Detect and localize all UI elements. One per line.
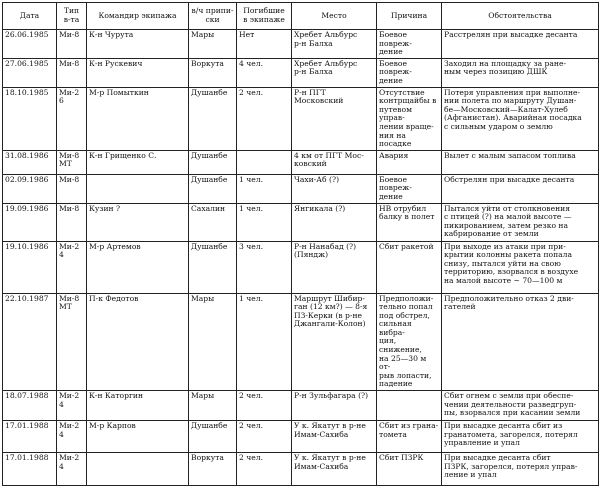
cell-cause: Сбит ракетой <box>377 241 442 293</box>
cell-place: У к. Якатут в р-не Имам-Сахиба <box>292 421 377 453</box>
header-date: Дата <box>3 3 57 30</box>
cell-cause: Боевое повреж- дение <box>377 30 442 59</box>
cell-place: Хребет Альбурс р-н Балха <box>292 30 377 59</box>
cell-circumstances: При высадке десанта сбит ПЗРК, загорелся, потерял управ- ление и упал <box>442 453 599 486</box>
cell-type: Ми-24 <box>57 241 87 293</box>
table-row <box>3 30 599 59</box>
cell-place: Хребет Альбурс р-н Балха <box>292 58 377 87</box>
cell-killed: 4 чел. <box>237 58 292 87</box>
cell-base: Воркута <box>189 453 237 486</box>
cell-cause: Боевое повреж- дение <box>377 174 442 203</box>
cell-date: 27.06.1985 <box>3 58 57 87</box>
cell-cause: НВ отрубил балку в полет <box>377 203 442 241</box>
incident-table <box>2 2 599 486</box>
table-row <box>3 391 599 421</box>
table-row <box>3 293 599 391</box>
cell-date: 18.07.1988 <box>3 391 57 421</box>
cell-place: Р-н Зульфагара (?) <box>292 391 377 421</box>
cell-commander: К-н Каторгин <box>87 391 189 421</box>
header-commander: Командир экипажа <box>87 3 189 30</box>
cell-base: Душанбе <box>189 150 237 174</box>
cell-circumstances: При выходе из атаки при при- крытии колонны ракета попала снизу, пытался уйти на свою территорию, взорвался в воздухе на малой высоте ~ 70—100 м <box>442 241 599 293</box>
cell-date: 18.10.1985 <box>3 87 57 150</box>
table-row <box>3 241 599 293</box>
cell-place: Маршрут Шибир- ган (12 км?) — 8-я ПЗ-Керки (в р-не Джангали-Колон) <box>292 293 377 391</box>
cell-base: Сахалин <box>189 203 237 241</box>
cell-killed: 2 чел. <box>237 87 292 150</box>
cell-commander: К-н Грищенко С. <box>87 150 189 174</box>
cell-killed: Нет <box>237 30 292 59</box>
cell-base: Душанбе <box>189 421 237 453</box>
cell-place: Янгикала (?) <box>292 203 377 241</box>
cell-commander: М-р Помыткин <box>87 87 189 150</box>
cell-place: Р-н ПГТ Московский <box>292 87 377 150</box>
header-circumstances: Обстоятельства <box>442 3 599 30</box>
cell-type: Ми-26 <box>57 87 87 150</box>
cell-date: 02.09.1986 <box>3 174 57 203</box>
cell-killed: 3 чел. <box>237 241 292 293</box>
cell-killed <box>237 150 292 174</box>
cell-cause: Авария <box>377 150 442 174</box>
cell-circumstances: Потеря управления при выполне- нии полета по маршруту Душан- бе—Московский—Калат-Хулеб (Афганистан). Аварийная посадка с сильным ударом о землю <box>442 87 599 150</box>
cell-type: Ми-8 МТ <box>57 293 87 391</box>
table-row <box>3 87 599 150</box>
cell-date: 17.01.1988 <box>3 421 57 453</box>
cell-base: Душанбе <box>189 87 237 150</box>
cell-date: 19.10.1986 <box>3 241 57 293</box>
cell-base: Мары <box>189 293 237 391</box>
cell-killed: 2 чел. <box>237 421 292 453</box>
cell-circumstances: Заходил на площадку за ране- ным через позицию ДШК <box>442 58 599 87</box>
cell-date: 19.09.1986 <box>3 203 57 241</box>
cell-type: Ми-24 <box>57 421 87 453</box>
cell-base: Душанбе <box>189 174 237 203</box>
table-row <box>3 421 599 453</box>
cell-cause: Сбит из грана- томета <box>377 421 442 453</box>
cell-type: Ми-8 МТ <box>57 150 87 174</box>
cell-cause: Отсутствие контрщайбы в путевом управ- лении враще- ния на посадке <box>377 87 442 150</box>
cell-cause: Боевое повреж- дение <box>377 58 442 87</box>
cell-place: 4 км от ПГТ Мос- ковский <box>292 150 377 174</box>
cell-base: Мары <box>189 30 237 59</box>
cell-place: Р-н Нанабад (?) (Пяндж) <box>292 241 377 293</box>
cell-circumstances: Пытался уйти от столкновения с птицей (?) на малой высоте — пикированием, затем резко на кабрирование от земли <box>442 203 599 241</box>
cell-cause: Сбит ПЗРК <box>377 453 442 486</box>
cell-commander <box>87 453 189 486</box>
cell-commander <box>87 174 189 203</box>
header-place: Место <box>292 3 377 30</box>
header-cause: Причина <box>377 3 442 30</box>
cell-commander: М-р Карпов <box>87 421 189 453</box>
table-row <box>3 203 599 241</box>
cell-cause <box>377 391 442 421</box>
cell-place: Чахи-Аб (?) <box>292 174 377 203</box>
cell-cause: Предположи- тельно попал под обстрел, сильная вибра- ция, снижение, на 25—30 м от- рыв лопасти, падение <box>377 293 442 391</box>
cell-type: Ми-8 <box>57 58 87 87</box>
cell-type: Ми-8 <box>57 174 87 203</box>
table-row <box>3 150 599 174</box>
cell-date: 22.10.1987 <box>3 293 57 391</box>
cell-commander: К-н Рускевич <box>87 58 189 87</box>
cell-circumstances: При высадке десанта сбит из гранатомета, загорелся, потерял управление и упал <box>442 421 599 453</box>
cell-type: Ми-24 <box>57 391 87 421</box>
cell-commander: М-р Артемов <box>87 241 189 293</box>
cell-commander: П-к Федотов <box>87 293 189 391</box>
header-killed: Погибшие в экипаже <box>237 3 292 30</box>
cell-base: Воркута <box>189 58 237 87</box>
table-header-row <box>3 3 599 30</box>
cell-killed: 1 чел. <box>237 203 292 241</box>
cell-circumstances: Обстрелян при высадке десанта <box>442 174 599 203</box>
cell-circumstances: Предположительно отказ 2 дви- гателей <box>442 293 599 391</box>
cell-base: Душанбе <box>189 241 237 293</box>
cell-type: Ми-8 <box>57 30 87 59</box>
cell-type: Ми-8 <box>57 203 87 241</box>
cell-circumstances: Вылет с малым запасом топлива <box>442 150 599 174</box>
cell-commander: К-н Чурута <box>87 30 189 59</box>
cell-killed: 1 чел. <box>237 174 292 203</box>
cell-commander: Кузин ? <box>87 203 189 241</box>
cell-date: 31.08.1986 <box>3 150 57 174</box>
header-type: Тип в-та <box>57 3 87 30</box>
header-base: в/ч припи- ски <box>189 3 237 30</box>
cell-circumstances: Сбит огнем с земли при обеспе- чении деятельности разведгруп- пы, взорвался при касании земли <box>442 391 599 421</box>
cell-killed: 2 чел. <box>237 391 292 421</box>
table-row <box>3 453 599 486</box>
cell-circumstances: Расстрелян при высадке десанта <box>442 30 599 59</box>
table-row <box>3 174 599 203</box>
cell-date: 26.06.1985 <box>3 30 57 59</box>
cell-type: Ми-24 <box>57 453 87 486</box>
cell-base: Мары <box>189 391 237 421</box>
cell-place: У к. Якатут в р-не Имам-Сахиба <box>292 453 377 486</box>
cell-killed: 1 чел. <box>237 293 292 391</box>
table-row <box>3 58 599 87</box>
cell-killed: 2 чел. <box>237 453 292 486</box>
cell-date: 17.01.1988 <box>3 453 57 486</box>
